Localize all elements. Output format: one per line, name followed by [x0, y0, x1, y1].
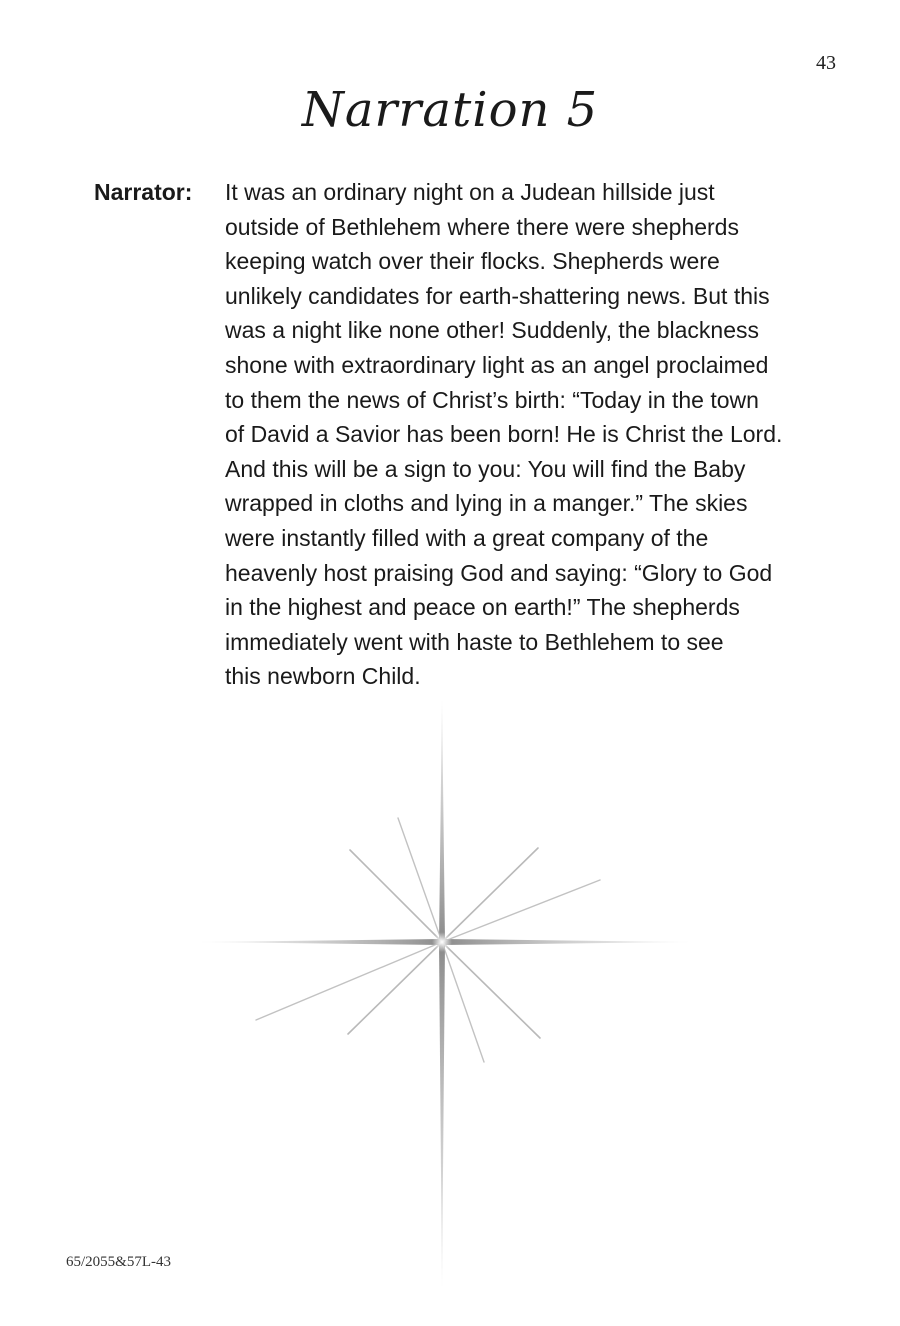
narration-line: wrapped in cloths and lying in a manger.” The skies — [225, 490, 748, 517]
footer-code: 65/2055&57L-43 — [66, 1254, 171, 1270]
speaker-label: Narrator: — [94, 179, 193, 205]
narration-line: It was an ordinary night on a Judean hillside just — [225, 179, 715, 205]
narration-line: shone with extraordinary light as an angel proclaimed — [225, 351, 769, 378]
star-ray-diagonal — [442, 942, 484, 1062]
narration-line: this newborn Child. — [225, 663, 421, 690]
star-ray-diagonal — [442, 880, 600, 942]
star-center-glow — [432, 932, 452, 952]
star-ray-up — [439, 700, 445, 942]
narration-line: to them the news of Christ’s birth: “Today in the town — [225, 386, 759, 413]
narration-line: immediately went with haste to Bethlehem to see — [225, 628, 724, 655]
page-title: Narration 5 — [301, 82, 599, 138]
star-ray-diagonal — [256, 942, 442, 1020]
narration-line: of David a Savior has been born! He is Christ the Lord. — [225, 421, 783, 448]
star-ray-down — [439, 942, 445, 1288]
page-number: 43 — [816, 52, 836, 74]
narration-line: And this will be a sign to you: You will find the Baby — [225, 455, 746, 482]
narration-line: unlikely candidates for earth-shattering news. But this — [225, 282, 770, 309]
star-ray-left — [200, 939, 442, 945]
star-ray-diagonal — [398, 818, 442, 942]
narration-line: heavenly host praising God and saying: “Glory to God — [225, 559, 773, 586]
narration-line: keeping watch over their flocks. Shepherds were — [225, 248, 720, 275]
star-ray-diagonal — [350, 850, 442, 942]
narration-line: outside of Bethlehem where there were shepherds — [225, 213, 739, 240]
narration-text — [225, 175, 825, 694]
narration-line: in the highest and peace on earth!” The shepherds — [225, 594, 740, 621]
star-ray-diagonal — [442, 848, 538, 942]
narration-line: was a night like none other! Suddenly, the blackness — [225, 317, 760, 344]
star-ray-right — [442, 939, 690, 945]
star-ray-diagonal — [348, 942, 442, 1034]
narration-line: were instantly filled with a great company of the — [225, 524, 709, 551]
star-of-bethlehem-icon — [200, 700, 690, 1290]
star-ray-diagonal — [442, 942, 540, 1038]
